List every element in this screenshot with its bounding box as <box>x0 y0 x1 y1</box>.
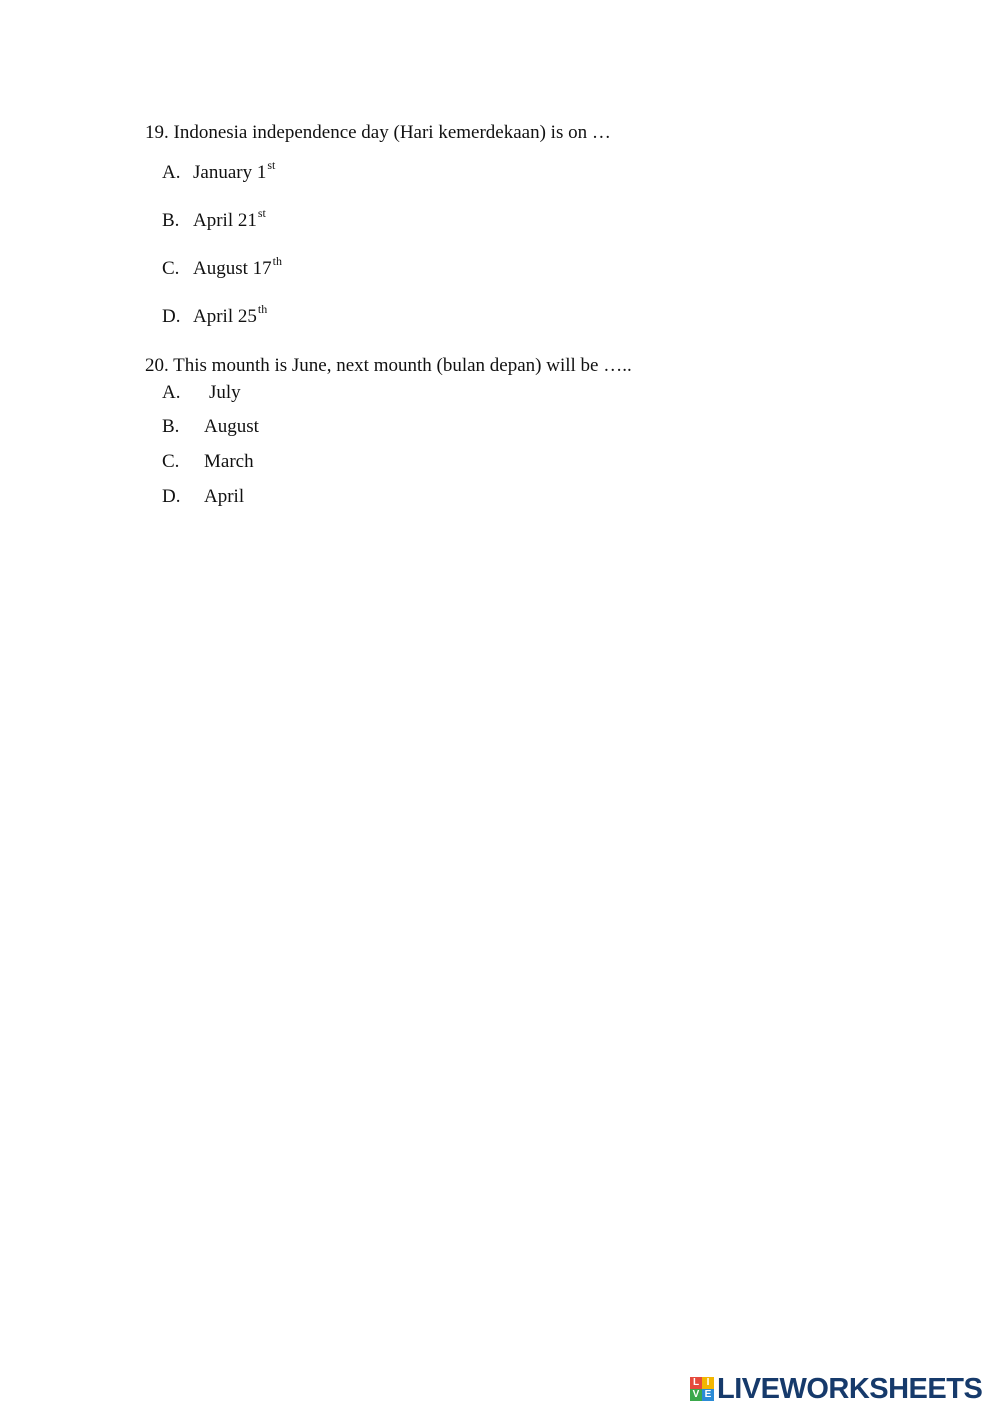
option-letter: D. <box>162 306 181 327</box>
option-text: July <box>209 382 241 403</box>
option-ordinal-suffix: th <box>272 254 282 268</box>
liveworksheets-logo-icon <box>690 1377 714 1401</box>
option-text: March <box>204 451 254 472</box>
option-letter: A. <box>162 162 181 183</box>
option-text: January 1 <box>193 162 267 183</box>
logo-mark-tile: I <box>702 1377 714 1389</box>
option-letter: C. <box>162 258 180 279</box>
option-text: April 25 <box>193 306 257 327</box>
logo-mark-tile: E <box>702 1389 714 1401</box>
logo-mark-tile: V <box>690 1389 702 1401</box>
option-letter: B. <box>162 416 180 437</box>
question-20-option-d[interactable] <box>162 485 244 509</box>
logo-wordmark: LIVEWORKSHEETS <box>717 1373 983 1405</box>
logo-mark-tile: L <box>690 1377 702 1389</box>
question-20-option-c[interactable] <box>162 450 254 474</box>
liveworksheets-logo <box>690 1374 982 1404</box>
option-letter: B. <box>162 210 180 231</box>
question-19-prompt: 19. Indonesia independence day (Hari kemerdekaan) is on … <box>145 122 611 143</box>
question-20-prompt: 20. This mounth is June, next mounth (bulan depan) will be ….. <box>145 355 632 376</box>
option-text: April <box>204 486 245 507</box>
question-20-option-a[interactable] <box>162 381 241 405</box>
option-letter: C. <box>162 451 180 472</box>
option-text: April 21 <box>193 210 257 231</box>
question-19-option-b[interactable] <box>162 206 266 234</box>
option-letter: A. <box>162 382 181 403</box>
option-ordinal-suffix: st <box>267 158 276 172</box>
question-19-option-c[interactable] <box>162 254 282 282</box>
option-ordinal-suffix: st <box>257 206 266 220</box>
option-ordinal-suffix: th <box>257 302 268 316</box>
option-letter: D. <box>162 486 181 507</box>
option-text: August 17 <box>193 258 272 279</box>
question-19-option-a[interactable] <box>162 158 276 186</box>
question-20-option-b[interactable] <box>162 415 259 439</box>
question-19-option-d[interactable] <box>162 302 268 330</box>
option-text: August <box>204 416 259 437</box>
